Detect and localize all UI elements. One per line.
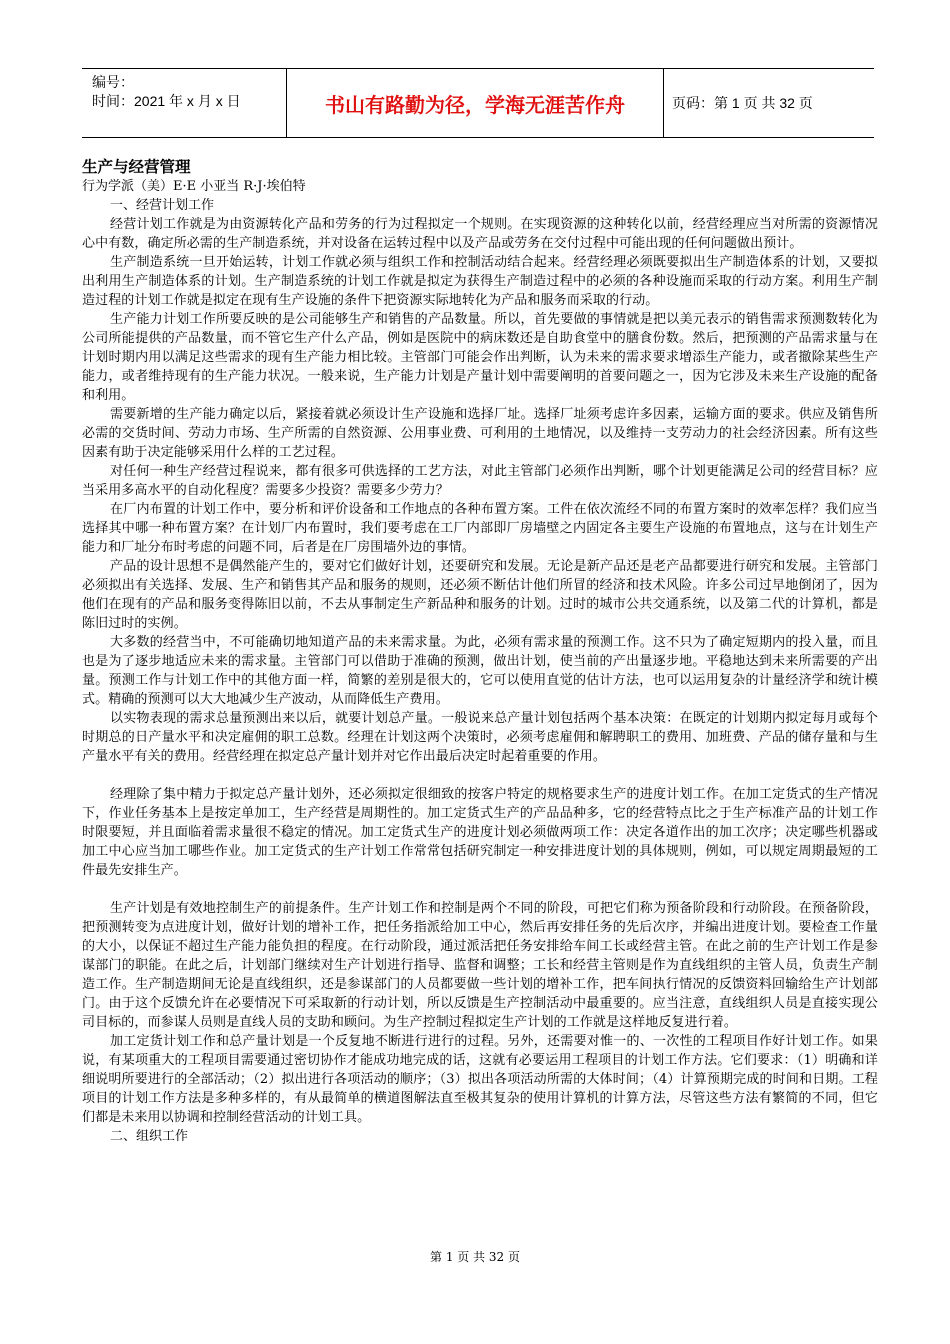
paragraph: 以实物表现的需求总量预测出来以后，就要计划总产量。一般说来总产量计划包括两个基本决策：在既定的计划期内拟定每月或每个时期总的日产量水平和决定雇佣的职工总数。经理在计划这两个决策时，必须考虑雇佣和解聘职工的费用、加班费、产品的储存量和与生产量水平有关的费用。经营经理在拟定总产量计划并对它作出最后决定时起着重要的作用。: [82, 711, 878, 764]
paragraph: 产品的设计思想不是偶然能产生的，要对它们做好计划，还要研究和发展。无论是新产品还是老产品都要进行研究和发展。主管部门必须拟出有关选择、发展、生产和销售其产品和服务的规则，还必须不断估计他们所冒的经济和技术风险。许多公司过早地倒闭了，因为他们在现有的产品和服务变得陈旧以前，不去从事制定生产新品种和服务的计划。过时的城市公共交通系统，以及第二代的计算机，都是陈旧过时的实例。: [82, 559, 878, 631]
blank-line: [82, 766, 878, 785]
paragraph: 大多数的经营当中，不可能确切地知道产品的未来需求量。为此，必须有需求量的预测工作。这不只为了确定短期内的投入量，而且也是为了逐步地适应未来的需求量。主管部门可以借助于准确的预测，做出计划，使当前的产出量逐步地。平稳地达到未来所需要的产出量。预测工作与计划工作中的其他方面一样，简繁的差别是很大的，它可以使用直觉的估计方法，也可以运用复杂的计量经济学和统计模式。精确的预测可以大大地减少生产波动，从而降低生产费用。: [82, 635, 878, 707]
number-label: 编号：: [92, 74, 134, 90]
paragraph: 对任何一种生产经营过程说来，都有很多可供选择的工艺方法，对此主管部门必须作出判断，哪个计划更能满足公司的经营目标？应当采用多高水平的自动化程度？需要多少投资？需要多少劳力？: [82, 464, 878, 498]
time-label: 时间：2021 年 x 月 x 日: [92, 93, 241, 109]
paragraph: 经理除了集中精力于拟定总产量计划外，还必须拟定很细致的按客户特定的规格要求生产的进度计划工作。在加工定货式的生产情况下，作业任务基本上是按定单加工，生产经营是周期性的。加工定货式生产的产品品种多，它的经营特点比之于生产标准产品的计划工作时限要短，并且面临着需求量很不稳定的情况。加工定货式生产的进度计划必须做两项工作：决定各道作出的加工次序；决定哪些机器或加工中心应当加工哪些作业。加工定货式的生产计划工作常常包括研究制定一种安排进度计划的具体规则，例如，可以规定周期最短的工件最先安排生产。: [82, 787, 878, 878]
motto: 书山有路勤为径，学海无涯苦作舟: [286, 69, 664, 137]
section-heading-1: 一、经营计划工作: [110, 198, 215, 213]
paragraph: 生产能力计划工作所要反映的是公司能够生产和销售的产品数量。所以，首先要做的事情就是把以美元表示的销售需求预测数转化为公司所能提供的产品数量，而不管它生产什么产品，例如是医院中的病床数还是自助食堂中的膳食份数。然后，把预测的产品需求量与在计划时期内用以满足这些需求的现有生产能力相比较。主管部门可能会作出判断，认为未来的需求要求增添生产能力，或者撤除某些生产能力，或者维持现有的生产能力状况。一般来说，生产能力计划是产量计划中需要阐明的首要问题之一，因为它涉及未来生产设施的配备和利用。: [82, 312, 878, 403]
section-heading-2: 二、组织工作: [110, 1129, 189, 1144]
header-bar: [82, 68, 874, 138]
paragraph: 生产制造系统一旦开始运转，计划工作就必须与组织工作和控制活动结合起来。经营经理必须既要拟出生产制造体系的计划，又要拟出利用生产制造体系的计划。生产制造系统的计划工作就是拟定为获得生产制造过程中的必须的各种设施而采取的行动方案。利用生产制造过程的计划工作就是拟定在现有生产设施的条件下把资源实际地转化为产品和服务而采取的行动。: [82, 255, 878, 308]
paragraph: 生产计划是有效地控制生产的前提条件。生产计划工作和控制是两个不同的阶段，可把它们称为预备阶段和行动阶段。在预备阶段，把预测转变为点进度计划，做好计划的增补工作，把任务指派给加工中心，然后再安排任务的先后次序，并编出进度计划。要检查工作量的大小，以保证不超过生产能力能负担的程度。在行动阶段，通过派活把任务安排给车间工长或经营主管。在此之前的生产计划工作是参谋部门的职能。在此之后，计划部门继续对生产计划进行指导、监督和调整；工长和经营主管则是作为直线组织的主管人员，负责生产制造工作。生产制造期间无论是直线组织，还是参谋部门的人员都要做一些计划的增补工作，把车间执行情况的反馈资料回输给生产计划部门。由于这个反馈允许在必要情况下可采取新的行动计划，所以反馈是生产控制活动中最重要的。应当注意，直线组织人员是直接实现公司目标的，而参谋人员则是直线人员的支助和顾问。为生产控制过程拟定生产计划的工作就是这样地反复进行着。: [82, 901, 878, 1030]
doc-author: 行为学派（美）E·E 小亚当 R·J·埃伯特: [82, 179, 306, 194]
document-body: [82, 158, 878, 1146]
page-info: 页码：第 1 页 共 32 页: [672, 95, 813, 111]
page-footer: 第 1 页 共 32 页: [430, 1250, 520, 1264]
doc-title: 生产与经营管理: [82, 158, 191, 176]
blank-line: [82, 880, 878, 899]
paragraph: 加工定货计划工作和总产量计划是一个反复地不断进行进行的过程。另外，还需要对惟一的、一次性的工程项目作好计划工作。如果说，有某项重大的工程项目需要通过密切协作才能成功地完成的话，这就有必要运用工程项目的计划工作方法。它们要求：（1）明确和详细说明所要进行的全部活动；（2）拟出进行各项活动的顺序；（3）拟出各项活动所需的大体时间；（4）计算预期完成的时间和日期。工程项目的计划工作方法是多种多样的，有从最简单的横道图解法直至极其复杂的使用计算机的计算方法，尽管这些方法有繁简的不同，但它们都是未来用以协调和控制经营活动的计划工具。: [82, 1034, 878, 1125]
paragraph: 经营计划工作就是为由资源转化产品和劳务的行为过程拟定一个规则。在实现资源的这种转化以前，经营经理应当对所需的资源情况心中有数，确定所必需的生产制造系统，并对设备在运转过程中以及产品或劳务在交付过程中可能出现的任何问题做出预计。: [82, 217, 878, 251]
paragraph: 在厂内布置的计划工作中，要分析和评价设备和工作地点的各种布置方案。工件在依次流经不同的布置方案时的效率怎样？我们应当选择其中哪一种布置方案？在计划厂内布置时，我们要考虑在工厂内部即厂房墙壁之内固定各主要生产设施的布置地点，这与在计划生产能力和厂址分布时考虑的问题不同，后者是在厂房围墙外边的事情。: [82, 502, 878, 555]
paragraph: 需要新增的生产能力确定以后，紧接着就必须设计生产设施和选择厂址。选择厂址须考虑许多因素，运输方面的要求。供应及销售所必需的交货时间、劳动力市场、生产所需的自然资源、公用事业费、可利用的土地情况，以及维持一支劳动力的社会经济因素。所有这些因素有助于决定能够采用什么样的工艺过程。: [82, 407, 878, 460]
header-meta: [92, 73, 277, 133]
